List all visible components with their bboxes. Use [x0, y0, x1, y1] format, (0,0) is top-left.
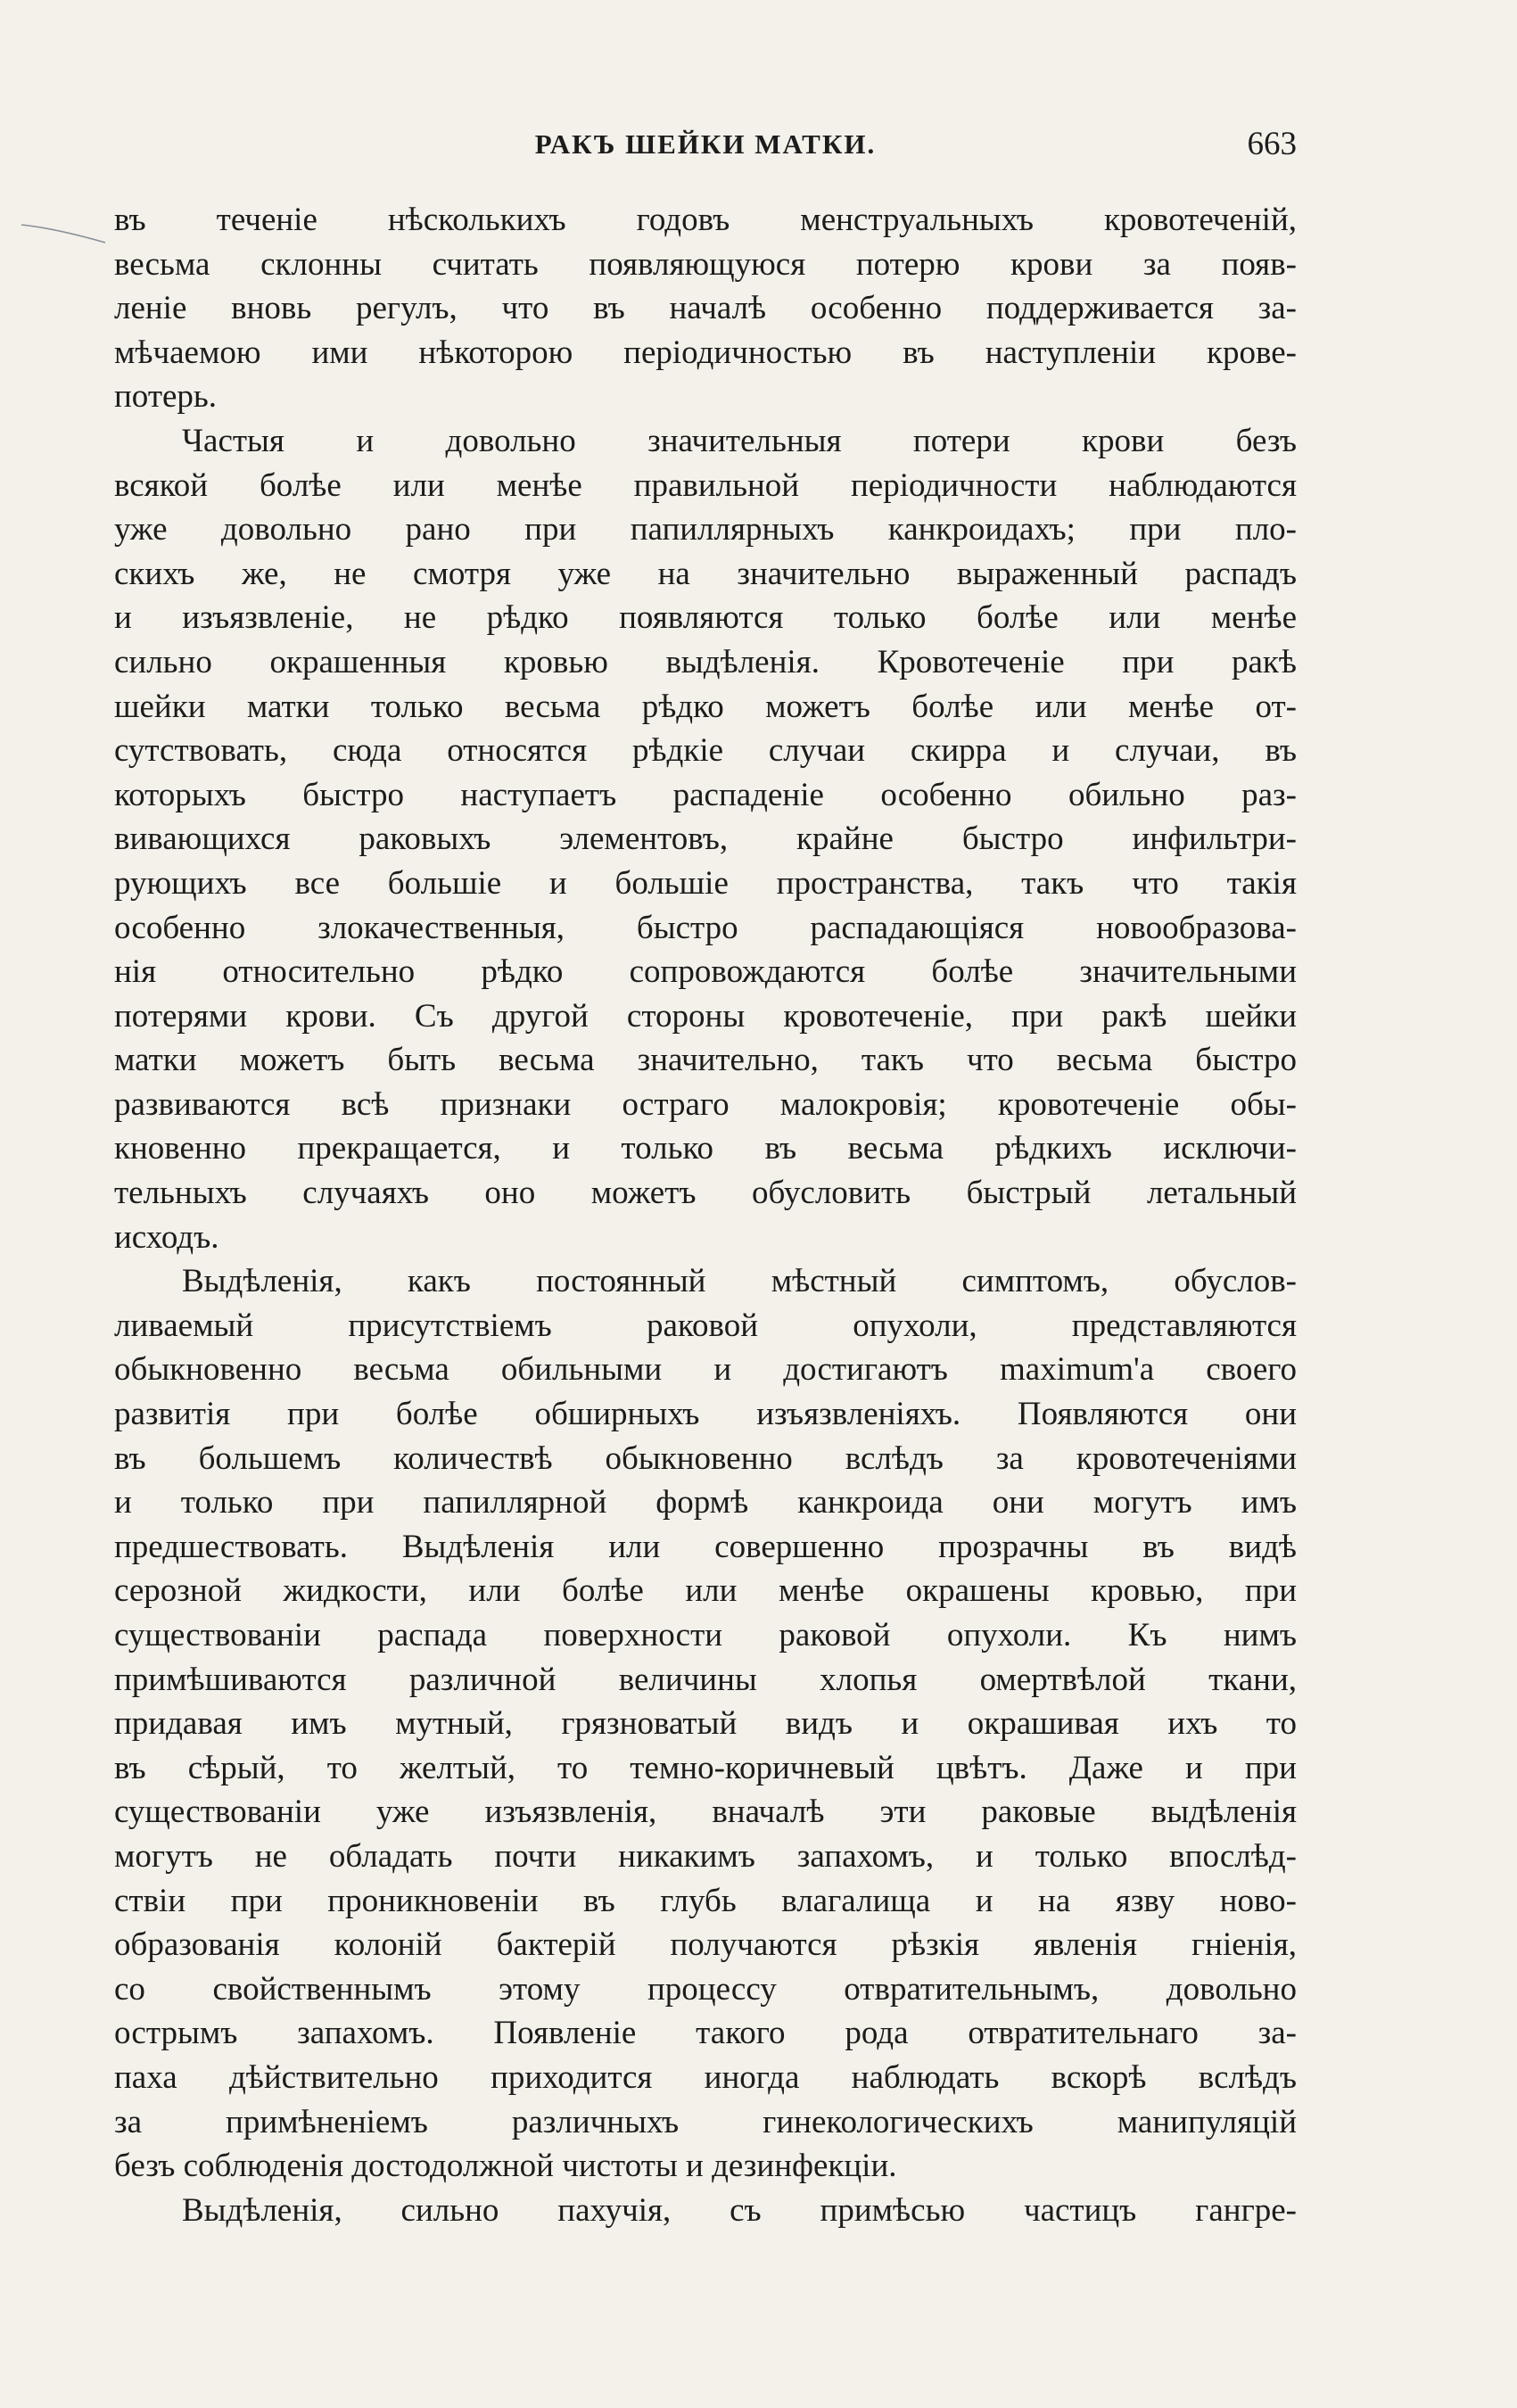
text-line: со свойственнымъ этому процессу отвратительнымъ, довольно — [114, 1970, 1297, 2008]
text-line: паха дѣйствительно приходится иногда наблюдать вскорѣ вслѣдъ — [114, 2058, 1297, 2096]
text-line: за примѣненіемъ различныхъ гинекологическихъ манипуляцій — [114, 2103, 1297, 2140]
text-line: развитія при болѣе обширныхъ изъязвленіяхъ. Появляются они — [114, 1396, 1297, 1433]
text-line: существованіи уже изъязвленія, вначалѣ эти раковые выдѣленія — [114, 1794, 1297, 1831]
text-line: матки можетъ быть весьма значительно, такъ что весьма быстро — [114, 1042, 1297, 1079]
text-line: сильно окрашенныя кровью выдѣленія. Кровотеченіе при ракѣ — [114, 643, 1297, 680]
text-line: шейки матки только весьма рѣдко можетъ болѣе или менѣе от- — [114, 688, 1297, 725]
page-header — [114, 125, 1297, 169]
text-line: ствіи при проникновеніи въ глубь влагалища и на язву ново- — [114, 1882, 1297, 1919]
text-line: весьма склонны считать появляющуюся потерю крови за появ- — [114, 245, 1297, 283]
text-line: тельныхъ случаяхъ оно можетъ обусловить быстрый летальный — [114, 1175, 1297, 1212]
page-number: 663 — [1247, 126, 1297, 162]
text-line: мѣчаемою ими нѣкоторою періодичностью въ наступленіи крове- — [114, 334, 1297, 371]
text-line: примѣшиваются различной величины хлопья омертвѣлой ткани, — [114, 1661, 1297, 1698]
text-line: могутъ не обладать почти никакимъ запахомъ, и только впослѣд- — [114, 1837, 1297, 1875]
text-line: острымъ запахомъ. Появленіе такого рода отвратительнаго за- — [114, 2015, 1297, 2052]
body-text — [114, 198, 1297, 2232]
text-line: нія относительно рѣдко сопровождаются болѣе значительными — [114, 953, 1297, 991]
text-line: и изъязвленіе, не рѣдко появляются только болѣе или менѣе — [114, 599, 1297, 637]
text-line: Частыя и довольно значительныя потери крови безъ — [182, 422, 1297, 459]
text-line: сутствовать, сюда относятся рѣдкіе случаи скирра и случаи, въ — [114, 732, 1297, 770]
text-line: развиваются всѣ признаки остраго малокровія; кровотеченіе обы- — [114, 1085, 1297, 1123]
text-line: которыхъ быстро наступаетъ распаденіе особенно обильно раз- — [114, 776, 1297, 813]
text-line: скихъ же, не смотря уже на значительно выраженный распадъ — [114, 555, 1297, 592]
text-line: образованія колоній бактерій получаются рѣзкія явленія гніенія, — [114, 1926, 1297, 1964]
text-line: въ сѣрый, то желтый, то темно-коричневый цвѣтъ. Даже и при — [114, 1749, 1297, 1786]
text-line: серозной жидкости, или болѣе или менѣе окрашены кровью, при — [114, 1572, 1297, 1610]
text-line: кновенно прекращается, и только въ весьма рѣдкихъ исключи- — [114, 1130, 1297, 1167]
text-line: вивающихся раковыхъ элементовъ, крайне быстро инфильтри- — [114, 821, 1297, 858]
text-line: потерь. — [114, 378, 218, 416]
text-line: придавая имъ мутный, грязноватый видъ и окрашивая ихъ то — [114, 1705, 1297, 1743]
text-line: безъ соблюденія достодолжной чистоты и дезинфекціи. — [114, 2148, 897, 2185]
text-line: обыкновенно весьма обильными и достигаютъ maximum'а своего — [114, 1351, 1297, 1389]
text-line: исходъ. — [114, 1218, 219, 1256]
running-title: РАКЪ ШЕЙКИ МАТКИ. — [534, 128, 877, 160]
text-line: въ теченіе нѣсколькихъ годовъ менструальныхъ кровотеченій, — [114, 202, 1297, 238]
text-line: существованіи распада поверхности раковой опухоли. Къ нимъ — [114, 1617, 1297, 1653]
text-line: предшествовать. Выдѣленія или совершенно прозрачны въ видѣ — [114, 1528, 1297, 1565]
text-line: всякой болѣе или менѣе правильной періодичности наблюдаются — [114, 466, 1297, 504]
text-line: потерями крови. Съ другой стороны кровотеченіе, при ракѣ шейки — [114, 997, 1297, 1035]
text-line: Выдѣленія, какъ постоянный мѣстный симптомъ, обуслов- — [182, 1263, 1297, 1300]
text-line: ливаемый присутствіемъ раковой опухоли, представляются — [114, 1307, 1297, 1344]
pencil-margin-mark — [20, 219, 109, 244]
text-line: особенно злокачественныя, быстро распадающіяся новообразова- — [114, 909, 1297, 946]
text-line: и только при папиллярной формѣ канкроида они могутъ имъ — [114, 1484, 1297, 1521]
text-line: рующихъ все большіе и большіе пространства, такъ что такія — [114, 864, 1297, 902]
text-line: леніе вновь регулъ, что въ началѣ особенно поддерживается за- — [114, 290, 1297, 327]
text-line: уже довольно рано при папиллярныхъ канкроидахъ; при пло- — [114, 511, 1297, 548]
text-line: Выдѣленія, сильно пахучія, съ примѣсью частицъ гангре- — [182, 2191, 1297, 2229]
text-line: въ большемъ количествѣ обыкновенно вслѣдъ за кровотеченіями — [114, 1439, 1297, 1477]
